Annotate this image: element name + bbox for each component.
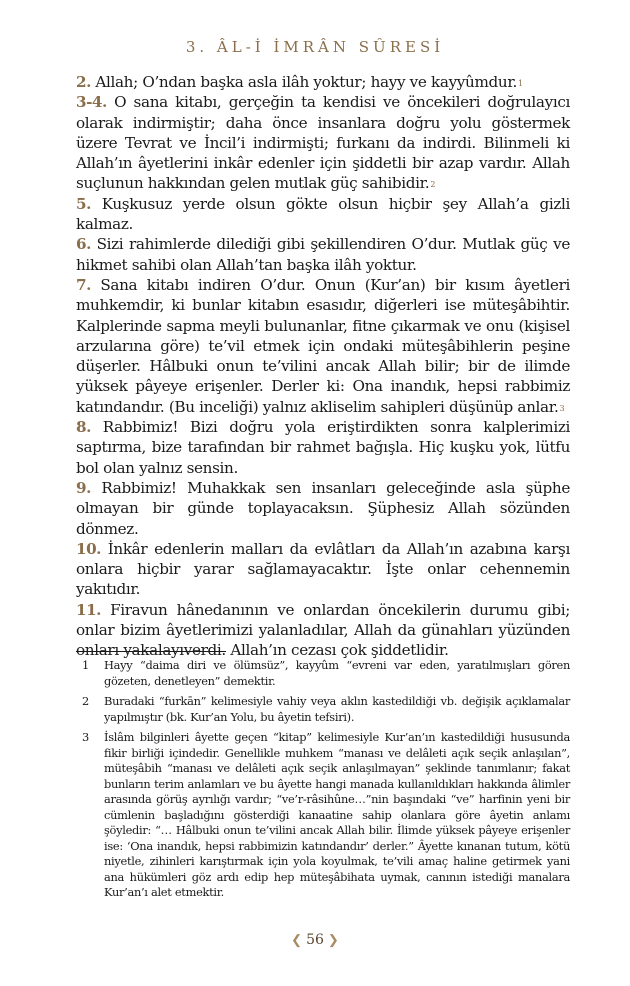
footnote-text: Hayy “daima diri ve ölümsüz”, kayyûm “evreni var eden, yaratılmışları gören gözeten, denetleyen” demektir.: [104, 658, 570, 688]
verse-number: 2.: [76, 73, 91, 91]
verse-number: 8.: [76, 418, 91, 437]
verse-text: Rabbimiz! Bizi doğru yola eriştirdikten sonra kalplerimizi saptırma, bize tarafından bir rahmet bağışla. Hiç kuşku yok, lütfu bol olan yalnız sensin.: [76, 418, 570, 477]
verse-7: [76, 275, 570, 417]
verse-6: [76, 234, 570, 275]
footnote-text: Buradaki “furkān” kelimesiyle vahiy veya aklın kastedildiği vb. değişik açıklamalar yapılmıştır (bk. Kur’an Yolu, bu âyetin tefsiri).: [104, 694, 570, 724]
verse-2: [76, 72, 570, 92]
verse-9: [76, 478, 570, 539]
verse-number: 9.: [76, 478, 91, 497]
footnote-item: [76, 694, 570, 725]
footnote-item: [76, 658, 570, 689]
verse-text: Sana kitabı indiren O’dur. Onun (Kur’an) bir kısım âyetleri muhkemdir, ki bunlar kitabın esasıdır, diğerleri ise müteşâbihtir. Kalplerinde sapma meyli bulunanlar, fitne çıkarmak ve onu (kişisel arzularına göre) te’vil etmek için ondaki müteşâbihlerin peşine düşerler. Hâlbuki onun te’vilini ancak Allah bilir; bir de ilimde yüksek pâyeye erişenler. Derler ki: Ona inandık, hepsi rabbimiz katındandır. (Bu inceliği) yalnız akliselim sahipleri düşünüp anlar.: [76, 275, 570, 416]
left-ornament-icon: ❮: [291, 933, 303, 948]
verse-text: İnkâr edenlerin malları da evlâtları da Allah’ın azabına karşı onlara hiçbir yarar sağlamayacaktır. İşte onlar cehennemin yakıtıdır.: [76, 539, 570, 599]
verse-text: O sana kitabı, gerçeğin ta kendisi ve öncekileri doğrulayıcı olarak indirmiştir; daha önce insanlara doğru yolu göstermek üzere Tevrat ve İncil’i indirmişti; furkanı da indirdi. Bilinmeli ki Allah’ın âyetlerini inkâr edenler için şiddetli bir azap vardır. Allah suçlunun hakkından gelen mutlak güç sahibidir.: [76, 93, 570, 193]
right-ornament-icon: ❯: [327, 933, 339, 948]
verse-number: 11.: [76, 600, 101, 619]
verse-text: Allah; O’ndan başka asla ilâh yoktur; hayy ve kayyûmdur.: [95, 73, 518, 91]
footnotes: [76, 658, 570, 906]
footnote-number: 2: [82, 694, 89, 708]
verse-text: Sizi rahimlerde dilediği gibi şekillendiren O’dur. Mutlak güç ve hikmet sahibi olan Allah’tan başka ilâh yoktur.: [76, 235, 570, 274]
footnote-divider: [76, 651, 226, 652]
footnote-item: [76, 730, 570, 901]
verse-10: [76, 539, 570, 600]
footnote-ref: 2: [430, 180, 436, 190]
verse-number: 7.: [76, 275, 91, 294]
running-header: 3. ÂL-İ İMRÂN SÛRESİ: [185, 38, 445, 56]
footnote-number: 3: [82, 730, 89, 744]
verse-body: [76, 72, 570, 661]
verse-8: [76, 417, 570, 478]
verse-text: Firavun hânedanının ve onlardan öncekilerin durumu gibi; onlar bizim âyetlerimizi yalanladılar, Allah da günahları yüzünden onları yakalayıverdi. Allah’ın cezası çok şiddetlidir.: [76, 600, 570, 660]
footnote-ref: 1: [518, 79, 524, 88]
verse-text: Rabbimiz! Muhakkak sen insanları geleceğinde asla şüphe olmayan bir günde toplayacaksın. Şüphesiz Allah sözünden dönmez.: [76, 478, 570, 538]
footnote-text: İslâm bilginleri âyette geçen “kitap” kelimesiyle Kur’an’ın kastedildiği hususunda fikir birliği içindedir. Genellikle muhkem “manası ve delâleti açık seçik anlaşılan”, müteşâbih “manası ve delâleti açık seçik anlaşılmayan” şeklinde tanımlanır; fakat bunların terim anlamları ve bu âyette hangi manada kullanıldıkları hakkında âlimler arasında görüş ayrılığı vardır; “ve’r-râsihûne…”nin başındaki “ve” harfinin yeni bir cümlenin başladığını gösterdiği kanaatine sahip olanlara göre âyetin anlamı şöyledir: “… Hâlbuki onun te’vilini ancak Allah bilir. İlimde yüksek pâyeye erişenler ise: ‘Ona inandık, hepsi rabbimizin katındandır’ derler.” Âyette kınanan tutum, kötü niyetle, zihinleri karıştırmak için yola koyulmak, te’vili amaç haline getirmek yani ana hükümleri göz ardı edip hep müteşâbihata uymak, canının istediği manalara Kur’an’ı alet etmektir.: [104, 730, 570, 899]
verse-3-4: [76, 92, 570, 193]
verse-text: Kuşkusuz yerde olsun gökte olsun hiçbir şey Allah’a gizli kalmaz.: [76, 194, 570, 234]
verse-number: 10.: [76, 539, 101, 558]
page-number-value: 56: [306, 932, 324, 948]
verse-number: 6.: [76, 235, 91, 254]
verse-number: 5.: [76, 194, 91, 213]
footnote-number: 1: [82, 658, 89, 672]
footnote-ref: 3: [559, 403, 565, 413]
verse-5: [76, 194, 570, 235]
page-number: [0, 932, 630, 948]
verse-number: 3-4.: [76, 93, 107, 112]
